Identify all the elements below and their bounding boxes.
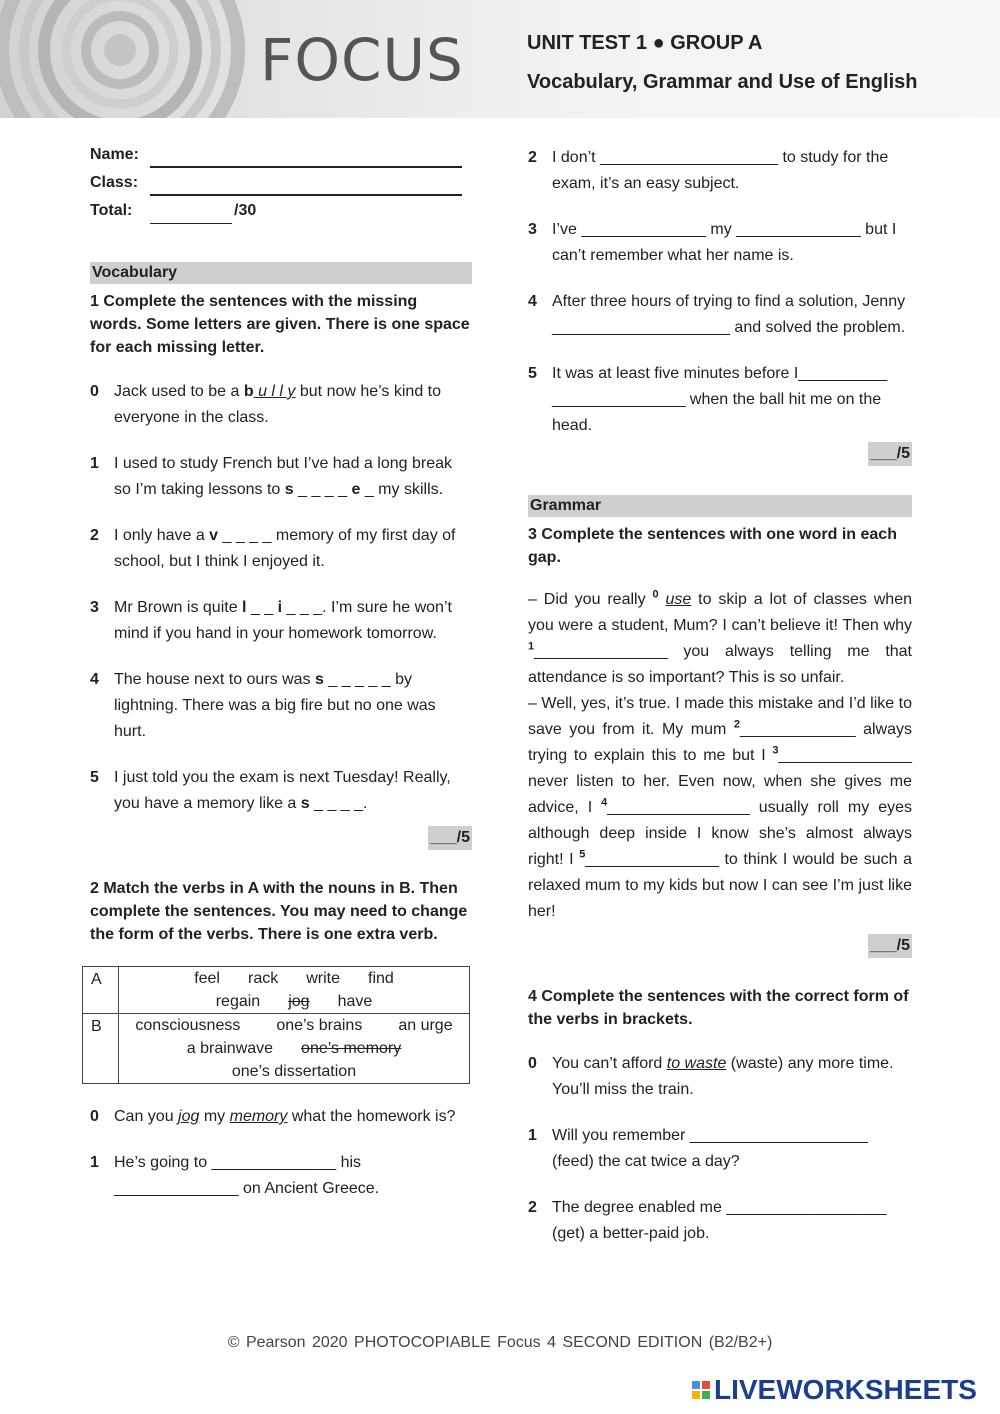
left-column bbox=[90, 140, 472, 1202]
answer-gap[interactable]: _ _ _ _ bbox=[293, 481, 352, 498]
ex3-score bbox=[528, 933, 912, 959]
item-text: The house next to ours was bbox=[114, 671, 315, 688]
swirl-graphic bbox=[0, 0, 270, 118]
row-a bbox=[83, 967, 470, 1014]
name-label: Name: bbox=[90, 146, 139, 163]
item-number: 5 bbox=[90, 769, 99, 786]
item-text: Jack used to be a bbox=[114, 383, 244, 400]
gap-number: 5 bbox=[579, 848, 586, 861]
ex4-item-2[interactable] bbox=[528, 1195, 912, 1247]
given-letter: l bbox=[242, 599, 247, 616]
gap-number: 3 bbox=[772, 744, 779, 757]
verb-word-used: jog bbox=[288, 993, 310, 1010]
class-label: Class: bbox=[90, 174, 139, 191]
ex2-instruction: 2 Match the verbs in A with the nouns in B. Then complete the sentences. You may need to change the form of the verbs. There is one extra verb. bbox=[90, 880, 468, 943]
item-text[interactable]: The degree enabled me __________________ (get) a better-paid job. bbox=[552, 1199, 887, 1242]
given-letter: v bbox=[209, 527, 219, 544]
verb-word: feel bbox=[194, 970, 220, 987]
name-input-line[interactable] bbox=[150, 148, 462, 168]
focus-logo: FOCUS bbox=[260, 26, 464, 94]
verb-word: regain bbox=[215, 993, 261, 1010]
item-number: 1 bbox=[90, 455, 99, 472]
item-text: _ _ _. I’m sure he won’t mind if you hand in your homework tomorrow. bbox=[114, 599, 452, 642]
item-text[interactable]: I don’t ____________________ to study for the exam, it’s an easy subject. bbox=[552, 149, 889, 192]
liveworksheets-label: LIVEWORKSHEETS bbox=[714, 1374, 977, 1405]
page-footer: © Pearson 2020 PHOTOCOPIABLE Focus 4 SECOND EDITION (B2/B2+) bbox=[227, 1334, 773, 1351]
vocabulary-heading: Vocabulary bbox=[90, 262, 472, 284]
row-b-words bbox=[119, 1014, 470, 1084]
example-answer: use bbox=[665, 591, 692, 608]
noun-word: a brainwave bbox=[186, 1040, 274, 1057]
ex2-item-3[interactable] bbox=[528, 217, 912, 269]
item-text: _ _ _ _ memory of my first day of school, but I think I enjoyed it. bbox=[114, 527, 456, 570]
item-text[interactable]: He’s going to ______________ his ______________ on Ancient Greece. bbox=[114, 1154, 380, 1197]
liveworksheets-icon bbox=[692, 1381, 710, 1399]
passage-gap[interactable]: _______________ you always telling me that attendance is so important? This is so unfair. bbox=[528, 643, 912, 686]
ex1-instruction: 1 Complete the sentences with the missing words. Some letters are given. There is one space for each missing letter. bbox=[90, 293, 470, 356]
passage-text: – Did you really bbox=[528, 591, 653, 608]
row-b-key: B bbox=[83, 1014, 119, 1084]
item-number: 2 bbox=[90, 527, 99, 544]
item-text[interactable]: I’ve ______________ my ______________ but I can’t remember what her name is. bbox=[552, 221, 897, 264]
ex1-item-3[interactable] bbox=[90, 595, 472, 647]
gap-number: 1 bbox=[528, 640, 535, 653]
passage-gap[interactable]: _____________ always trying to explain this to me but I bbox=[528, 721, 913, 764]
total-max: /30 bbox=[234, 202, 257, 219]
item-number: 1 bbox=[528, 1127, 537, 1144]
item-number: 2 bbox=[528, 149, 537, 166]
verb-word: have bbox=[337, 993, 373, 1010]
given-letter: e bbox=[351, 481, 361, 498]
item-text: I just told you the exam is next Tuesday! Really, you have a memory like a bbox=[114, 769, 451, 812]
ex1-item-4[interactable] bbox=[90, 667, 472, 745]
gap-number: 4 bbox=[601, 796, 608, 809]
ex2-item-5[interactable] bbox=[528, 361, 912, 439]
item-number: 3 bbox=[90, 599, 99, 616]
ex1-item-0 bbox=[90, 379, 472, 431]
liveworksheets-brand[interactable] bbox=[692, 1374, 977, 1406]
answer-gap[interactable]: _ _ bbox=[246, 599, 278, 616]
row-a-words bbox=[119, 967, 470, 1014]
page-header bbox=[0, 0, 1000, 118]
given-letter: s bbox=[315, 671, 324, 688]
row-a-key: A bbox=[83, 967, 119, 1014]
item-text: I only have a bbox=[114, 527, 210, 544]
ex4-item-1[interactable] bbox=[528, 1123, 912, 1175]
given-letter: s bbox=[300, 795, 310, 812]
example-answer: to waste bbox=[666, 1055, 727, 1072]
example-answer: u l l y bbox=[253, 383, 296, 400]
ex2-item-2[interactable] bbox=[528, 145, 912, 197]
total-input-line[interactable] bbox=[150, 205, 232, 224]
ex2-item-0 bbox=[90, 1104, 472, 1130]
item-text: (waste) any more time. You’ll miss the train. bbox=[552, 1055, 894, 1098]
item-text: Mr Brown is quite bbox=[114, 599, 243, 616]
passage-gap[interactable]: ________________ usually roll my eyes although deep inside I know she’s almost always right! I bbox=[528, 799, 912, 868]
passage-gap[interactable]: _______________ never listen to her. Even now, when she gives me advice, I bbox=[528, 747, 912, 816]
score-box[interactable]: ___/5 bbox=[428, 826, 472, 850]
gap-number: 2 bbox=[733, 718, 740, 731]
verb-word: write bbox=[306, 970, 340, 987]
ex2-item-1[interactable] bbox=[90, 1150, 472, 1202]
ex3-instruction: 3 Complete the sentences with one word in each gap. bbox=[528, 526, 897, 566]
ex2-score bbox=[528, 441, 912, 467]
noun-word: one’s brains bbox=[276, 1017, 363, 1034]
item-text[interactable]: It was at least five minutes before I__________ _______________ when the ball hit me on the head. bbox=[552, 365, 888, 434]
class-input-line[interactable] bbox=[150, 176, 462, 196]
given-letter: s bbox=[284, 481, 294, 498]
item-number: 4 bbox=[90, 671, 99, 688]
grammar-heading: Grammar bbox=[528, 495, 912, 517]
item-number: 0 bbox=[90, 1108, 99, 1125]
passage-gap[interactable]: _______________ to think I would be such a relaxed mum to my kids but now I can see I’m just like her! bbox=[528, 851, 913, 920]
right-column bbox=[528, 140, 912, 1247]
name-field bbox=[90, 140, 472, 168]
test-title: UNIT TEST 1 ● GROUP A bbox=[527, 32, 763, 54]
item-text: _ my skills. bbox=[360, 481, 444, 498]
item-number: 0 bbox=[90, 383, 99, 400]
gap-number: 0 bbox=[652, 588, 659, 601]
item-number: 3 bbox=[528, 221, 537, 238]
passage-text: to skip a lot of classes when you were a student, Mum? I can’t believe it! Then why bbox=[528, 591, 912, 634]
example-answer: jog bbox=[178, 1108, 200, 1125]
given-letter: i bbox=[277, 599, 283, 616]
item-text: my bbox=[199, 1108, 230, 1125]
item-text: but now he’s kind to everyone in the class. bbox=[114, 383, 442, 426]
noun-word-used: one’s memory bbox=[301, 1040, 402, 1057]
item-text: _ _ _ _. bbox=[309, 795, 368, 812]
item-text: _ _ _ _ _ by lightning. There was a big fire but no one was hurt. bbox=[114, 671, 436, 740]
class-field bbox=[90, 168, 472, 196]
total-field bbox=[90, 196, 472, 224]
item-text: Can you bbox=[114, 1108, 179, 1125]
item-text: what the homework is? bbox=[287, 1108, 456, 1125]
verb-word: find bbox=[368, 970, 394, 987]
noun-word: an urge bbox=[398, 1017, 453, 1034]
item-text: I used to study French but I’ve had a long break so I’m taking lessons to bbox=[114, 455, 452, 498]
row-b bbox=[83, 1014, 470, 1084]
score-box[interactable]: ___/5 bbox=[868, 934, 912, 958]
match-table bbox=[82, 966, 470, 1084]
ex2-item-4[interactable] bbox=[528, 289, 912, 341]
test-subtitle: Vocabulary, Grammar and Use of English bbox=[527, 71, 918, 93]
item-number: 5 bbox=[528, 365, 537, 382]
ex1-item-1[interactable] bbox=[90, 451, 472, 503]
ex1-score bbox=[90, 825, 472, 851]
score-box[interactable]: ___/5 bbox=[868, 442, 912, 466]
item-number: 2 bbox=[528, 1199, 537, 1216]
given-letter: b bbox=[243, 383, 254, 400]
item-number: 4 bbox=[528, 293, 537, 310]
noun-word: consciousness bbox=[135, 1017, 241, 1034]
ex4-item-0 bbox=[528, 1051, 912, 1103]
noun-word: one’s dissertation bbox=[231, 1063, 357, 1080]
ex1-item-5[interactable] bbox=[90, 765, 472, 817]
total-label: Total: bbox=[90, 202, 133, 219]
example-answer: memory bbox=[229, 1108, 288, 1125]
passage-text: – Well, yes, it’s true. I made this mistake and I’d like to save you from it. My mum bbox=[528, 695, 912, 738]
verb-word: rack bbox=[247, 970, 279, 987]
item-number: 0 bbox=[528, 1055, 537, 1072]
item-number: 1 bbox=[90, 1154, 99, 1171]
item-text[interactable]: After three hours of trying to find a solution, Jenny ____________________ and solved the problem. bbox=[552, 293, 906, 336]
ex1-item-2[interactable] bbox=[90, 523, 472, 575]
item-text[interactable]: Will you remember ____________________ (feed) the cat twice a day? bbox=[552, 1127, 868, 1170]
ex3-passage[interactable] bbox=[528, 587, 912, 925]
item-text: You can’t afford bbox=[552, 1055, 667, 1072]
ex4-instruction: 4 Complete the sentences with the correct form of the verbs in brackets. bbox=[528, 988, 909, 1028]
